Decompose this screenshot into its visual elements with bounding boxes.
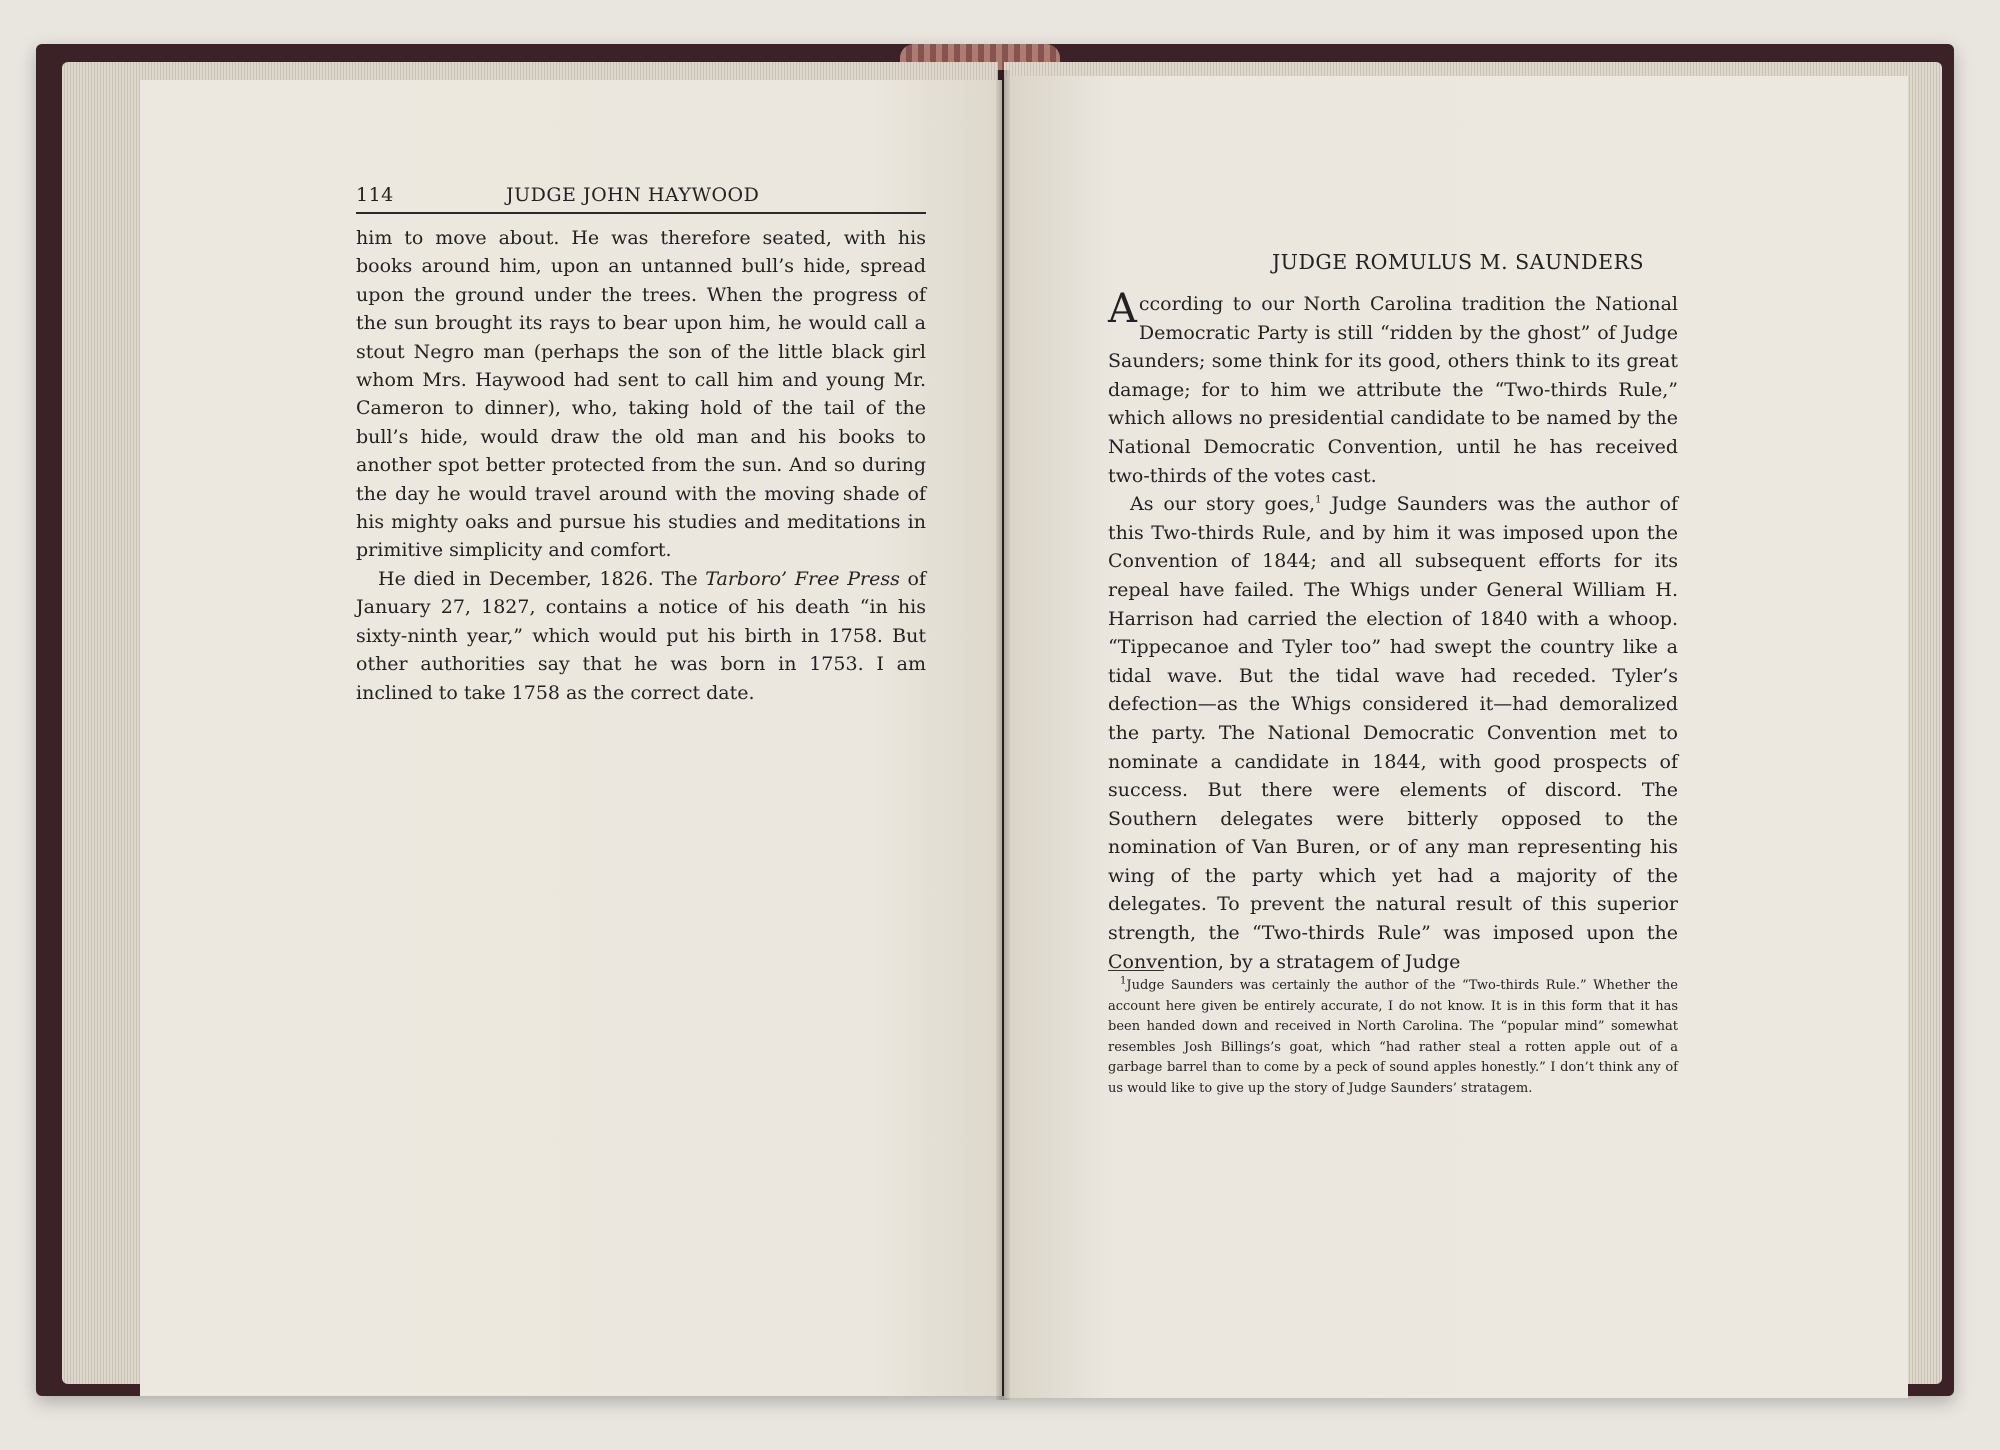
book-gutter bbox=[996, 70, 1010, 1400]
running-title: JUDGE JOHN HAYWOOD bbox=[506, 184, 760, 206]
paragraph-text: Judge Saunders was the author of this Two-thirds Rule, and by him it was imposed upon the Convention of 1844; and all subsequent efforts for its repeal have failed. The Whigs under General William H. Harrison had carried the election of 1840 with a whoop. “Tippecanoe and Tyler too” had swept the country like a tidal wave. But the tidal wave had receded. Tyler’s defection—as the Whigs considered it—had demoralized the party. The National Democratic Convention met to nominate a candidate in 1844, with good prospects of success. But there were elements of discord. The Southern delegates were bitterly opposed to the nomination of Van Buren, or of any man representing his wing of the party which yet had a majority of the delegates. To prevent the natural result of this superior strength, the “Two-thirds Rule” was imposed upon the Convention, by a stratagem of Judge bbox=[1108, 493, 1678, 973]
footnote-marker: 1 bbox=[1120, 975, 1127, 987]
drop-cap: A bbox=[1108, 286, 1137, 332]
running-head bbox=[356, 184, 926, 214]
left-page-body bbox=[356, 224, 926, 707]
paragraph-text: He died in December, 1826. The bbox=[378, 567, 706, 590]
paragraph: him to move about. He was therefore seated, with his books around him, upon an untanned bull’s hide, spread upon the ground under the trees. When the progress of the sun brought its rays to bear upon him, he would call a stout Negro man (perhaps the son of the little black girl whom Mrs. Haywood had sent to call him and young Mr. Cameron to dinner), who, taking hold of the tail of the bull’s hide, would draw the old man and his books to another spot better protected from the sun. And so during the day he would travel around with the moving shade of his mighty oaks and pursue his studies and meditations in primitive simplicity and comfort. bbox=[356, 227, 926, 562]
chapter-title: JUDGE ROMULUS M. SAUNDERS bbox=[1271, 250, 1645, 274]
right-page-body bbox=[1108, 286, 1678, 976]
footnote bbox=[1108, 976, 1678, 1099]
paragraph-text: of January 27, 1827, contains a notice of his death “in his sixty-ninth year,” which would put his birth in 1758. But other authorities say that he was born in 1753. I am inclined to take 1758 as the correct date. bbox=[356, 567, 926, 704]
paragraph bbox=[1108, 286, 1678, 490]
paragraph-text: ccording to our North Carolina tradition the National Democratic Party is still “ridden by the ghost” of Judge Saunders; some think for its good, others think to its great damage; for to him we attribute the “Two-thirds Rule,” which allows no presidential candidate to be named by the National Democratic Convention, until he has received two-thirds of the votes cast. bbox=[1108, 293, 1678, 487]
newspaper-title: Tarboro’ Free Press bbox=[705, 567, 900, 590]
footnote-text: Judge Saunders was certainly the author of the “Two-thirds Rule.” Whether the account here given be entirely accurate, I do not know. It is in this form that it has been handed down and received in North Carolina. The “popular mind” somewhat resembles Josh Billings’s goat, which “had rather steal a rotten apple out of a garbage barrel than to come by a peck of sound apples honestly.” I don’t think any of us would like to give up the story of Judge Saunders’ stratagem. bbox=[1108, 978, 1678, 1096]
footnote-rule bbox=[1108, 970, 1164, 971]
footnote-ref: 1 bbox=[1315, 494, 1322, 506]
paragraph bbox=[1108, 490, 1678, 976]
page-number: 114 bbox=[356, 184, 394, 206]
paragraph bbox=[356, 565, 926, 707]
paragraph-text: As our story goes, bbox=[1130, 493, 1316, 516]
